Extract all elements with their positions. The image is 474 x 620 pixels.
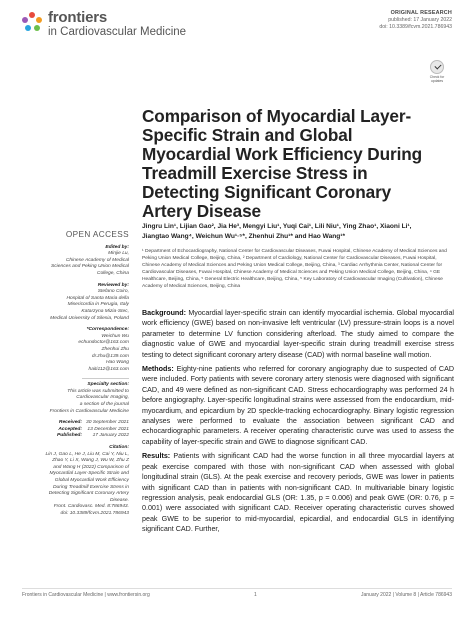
background-text: Myocardial layer-specific strain can identify myocardial ischemia. Global myocardial work efficiency (GWE) based on non-invasive left ventricular (LV) pressure-strain loops is a novel parameter to determine LV function considering afterload. The study aimed to compare the diagnostic value of GWE and myocardial layer-specific strain during treadmill exercise stress testing to detect significant coronary artery disease (CAD) with normal baseline wall motion.	[142, 309, 455, 359]
abstract-methods	[142, 364, 454, 447]
methods-label: Methods:	[142, 365, 174, 374]
editor-line: Minjie Lu,	[108, 251, 129, 257]
check-updates-icon	[430, 60, 444, 74]
publisher-name: frontiers	[48, 9, 108, 26]
results-label: Results:	[142, 452, 171, 461]
received-date: 30 September 2021	[86, 420, 129, 426]
author-line: Jingru Lin¹, Lijian Gao², Jia He³, Mengyi Liu¹, Yuqi Cai¹, Lili Niu¹, Ying Zhao¹, Xiaoni Li¹,	[142, 223, 412, 230]
citation-line: Lin J, Gao L, He J, Liu M, Cai Y, Niu L,	[45, 451, 129, 457]
article-doi[interactable]: doi: 10.3389/fcvm.2021.786943	[379, 24, 452, 30]
edited-by-section	[22, 245, 129, 278]
article-sidebar	[22, 232, 129, 523]
abstract	[142, 308, 454, 539]
author-list	[142, 222, 452, 242]
specialty-line: Cardiovascular Imaging,	[76, 395, 129, 401]
accepted-label: Accepted:	[58, 426, 83, 432]
abstract-results	[142, 451, 454, 534]
editor-line: College, China	[96, 270, 129, 276]
reviewed-by-label: Reviewed by:	[97, 282, 129, 288]
citation-line: and Wang H (2022) Comparison of	[53, 464, 129, 470]
article-title: Comparison of Myocardial Layer-Specific Strain and Global Myocardial Work Efficiency During Treadmill Exercise Stress in Detecting Significant Coronary Artery Disease	[142, 106, 423, 221]
reviewer-line: Misericordia in Perugia, Italy	[67, 302, 129, 308]
citation-line: Disease.	[109, 497, 129, 503]
correspondent-name: Hao Wang	[105, 360, 129, 366]
footer-journal[interactable]: Frontiers in Cardiovascular Medicine | www.frontiersin.org	[22, 592, 150, 598]
citation-line: Front. Cardiovasc. Med. 8:786943.	[53, 504, 129, 510]
accepted-date: 13 December 2021	[87, 426, 129, 432]
correspondent-email[interactable]: echundoctor@163.com	[78, 340, 129, 346]
background-label: Background:	[142, 309, 187, 317]
footer-volume: January 2022 | Volume 8 | Article 786943	[360, 592, 452, 598]
author-line: Jiangtao Wang⁴, Weichun Wu¹·⁵*, Zhenhui Zhu¹* and Hao Wang¹*	[142, 233, 346, 240]
article-dates	[22, 420, 129, 440]
correspondent-name: Weichun Wu	[101, 333, 129, 339]
citation-line: Myocardial Layer-Specific Strain and	[49, 471, 129, 477]
citation-label: Citation:	[109, 445, 129, 451]
methods-text: Eighty-nine patients who referred for coronary angiography due to suspected of CAD were included. Forty patients with severe coronary artery stenosis were diagnosed with significant CAD, and 49 were defined as non-significant CAD. Stress echocardiography was performed 24 h before angiography. Layer-specific longitudinal strains were assessed from the endocardium, mid-myocardium, and epicardium by 2D speckle-tracking echocardiography. Binary logistic regression analyses were performed to evaluate the association between significant CAD and echocardiographic parameters. A receiver operating characteristic curve was used to assess the capability of layer-specific strain and GWE to diagnose significant CAD.	[142, 365, 455, 446]
open-access-label: OPEN ACCESS	[65, 230, 129, 239]
edited-by-label: Edited by:	[105, 244, 129, 250]
reviewer-line: Katarzyna Mizia-Stec,	[81, 308, 129, 314]
page-footer	[22, 588, 452, 598]
citation-section	[22, 445, 129, 518]
article-type: ORIGINAL RESEARCH	[390, 10, 452, 16]
specialty-label: Specialty section:	[87, 382, 129, 388]
specialty-line: This article was submitted to	[67, 388, 129, 394]
journal-name: in Cardiovascular Medicine	[48, 26, 187, 38]
abstract-background	[142, 308, 454, 360]
reviewer-line: Medical University of Silesia, Poland	[50, 315, 129, 321]
correspondent-email[interactable]: dr.zhu@139.com	[91, 353, 129, 359]
results-text: Patients with significant CAD had the worse function in all three myocardial layers at peak exercise compared with those with non-significant CAD when assessed with global longitudinal strain (GLS). At the peak exercise and recovery periods, GWE was lower in patients with significant CAD than in patients with non-significant CAD. In multivariable binary logistic regression analysis, peak endocardial GLS (OR: 1.35, p = 0.006) and peak GWE (OR: 0.76, p = 0.001) were associated with significant CAD. Receiver operating characteristic curves showed peak GWE to be superior to mid-myocardial, epicardial, and endocardial GLS in identifying significant CAD. Further,	[142, 452, 454, 534]
citation-doi[interactable]: doi: 10.3389/fcvm.2021.786943	[60, 510, 129, 516]
citation-line: During Treadmill Exercise Stress in	[52, 484, 129, 490]
reviewer-line: Hospital of Santa Maria della	[66, 295, 129, 301]
reviewer-line: Stefano Coiro,	[97, 289, 129, 295]
specialty-line: a section of the journal	[79, 402, 129, 408]
page-number: 1	[253, 592, 257, 598]
correspondent-name: Zhenhui Zhu	[101, 346, 129, 352]
journal-logo	[22, 10, 186, 39]
published-date: published: 17 January 2022	[388, 17, 452, 23]
editor-line: Chinese Academy of Medical	[65, 257, 129, 263]
published-label: Published:	[57, 433, 83, 439]
check-for-updates-button[interactable]	[428, 60, 446, 86]
affiliations: ¹ Department of Echocardiography, National Center for Cardiovascular Diseases, Fuwai Hospital, Chinese Academy of Medical Sciences and Peking Union Medical College, Beijing, China, ² Department of Cardiology, National Center for Cardiovascular Diseases, Fuwai Hospital, Chinese Academy of Medical Sciences and Peking Union Medical College, Beijing, China, ³ Cardiac Arrhythmia Center, National Center for Cardiovascular Diseases, Fuwai Hospital, Chinese Academy of Medical Sciences and Peking Union Medical College, Beijing, China, ⁴ GE Healthcare, Beijing, China, ⁵ General Electric Healthcare, Beijing, China, ⁵ Key Laboratory of Cardiovascular Imaging (Cultivation), Chinese Academy of Medical Sciences, Beijing, China	[142, 249, 447, 289]
correspondence-section	[22, 327, 129, 373]
received-label: Received:	[58, 420, 83, 426]
citation-line: Detecting Significant Coronary Artery	[48, 491, 129, 497]
check-updates-label: Check for updates	[429, 75, 445, 83]
specialty-section	[22, 382, 129, 415]
sidebar-divider	[82, 378, 129, 379]
correspondence-label: *Correspondence:	[86, 327, 129, 333]
published-date-sidebar: 17 January 2022	[92, 433, 129, 439]
citation-line: Global Myocardial Work Efficiency	[54, 478, 129, 483]
editor-line: Sciences and Peking Union Medical	[50, 264, 129, 270]
citation-line: Zhao Y, Li X, Wang J, Wu W, Zhu Z	[52, 458, 129, 464]
specialty-line: Frontiers in Cardiovascular Medicine	[49, 408, 129, 414]
frontiers-logo-icon	[22, 12, 44, 34]
correspondent-email[interactable]: haiti112@163.com	[88, 366, 129, 372]
article-meta	[379, 10, 452, 31]
reviewed-by-section	[22, 283, 129, 323]
